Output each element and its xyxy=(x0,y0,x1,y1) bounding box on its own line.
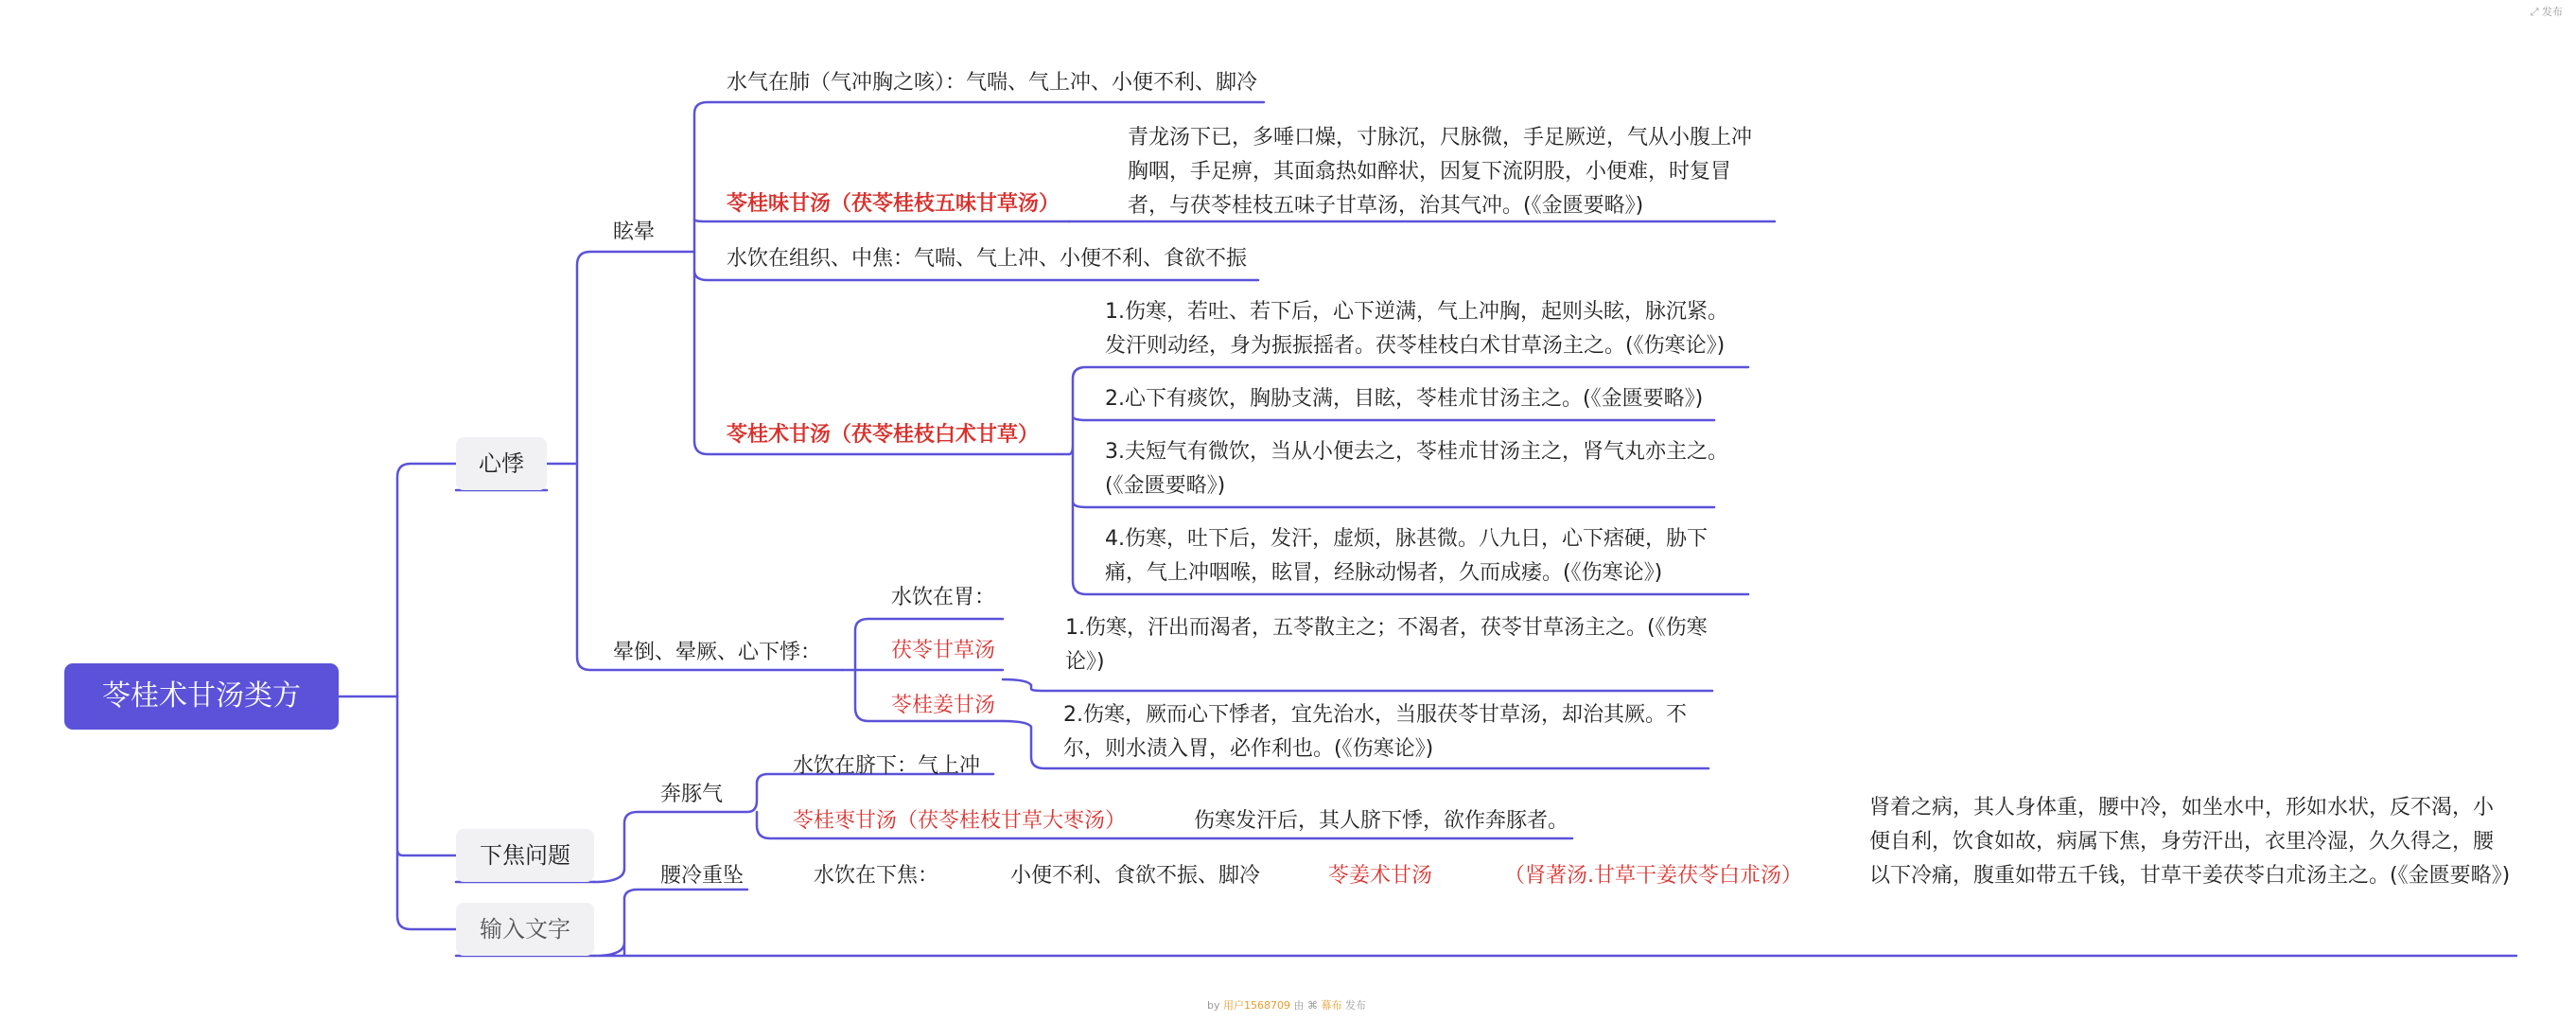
footer-by: by xyxy=(1207,999,1220,1012)
node-shuiqi-fei[interactable]: 水气在肺（气冲胸之咳）：气喘、气上冲、小便不利、脚冷 xyxy=(727,71,1258,95)
node-shuiyin-wei[interactable]: 水饮在胃： xyxy=(891,586,996,609)
footer-mid: 由 xyxy=(1293,999,1305,1012)
node-yundao[interactable]: 晕倒、晕厥、心下悸： xyxy=(613,641,822,664)
node-shuiyin-zhongjiao[interactable]: 水饮在组织、中焦：气喘、气上冲、小便不利、食欲不振 xyxy=(727,247,1248,271)
corner-publish-label: 发布 xyxy=(2542,6,2563,18)
node-yaoleng-symptoms[interactable]: 小便不利、食欲不振、脚冷 xyxy=(1010,864,1261,888)
note-lingguiwei[interactable]: 青龙汤下已，多唾口燥，寸脉沉，尺脉微，手足厥逆，气从小腹上冲胸咽，手足痹，其面翕热如醉状，因复下流阴股，小便难，时复冒者，与茯苓桂枝五味子甘草汤，治其气冲。(《金匮要略》) xyxy=(1128,126,1753,218)
node-yaoleng[interactable]: 腰冷重坠 xyxy=(660,864,745,888)
node-shuiyin-qi[interactable]: 水饮在脐下：气上冲 xyxy=(793,754,981,778)
note-lingguizhu-1[interactable]: 1.伤寒，若吐、若下后，心下逆满，气上冲胸，起则头眩，脉沉紧。发汗则动经，身为振振摇者。茯苓桂枝白术甘草汤主之。(《伤寒论》) xyxy=(1105,300,1728,358)
footer-tail: 发布 xyxy=(1345,999,1366,1012)
node-xiajiao[interactable]: 下焦问题 xyxy=(456,829,594,882)
note-shenzhuo[interactable]: 肾着之病，其人身体重，腰中冷，如坐水中，形如水状，反不渴，小便自利，饮食如故，病属下焦，身劳汗出，衣里冷湿，久久得之，腰以下冷痛，腹重如带五千钱，甘草干姜茯苓白朮汤主之。(《金匮要略》) xyxy=(1869,796,2511,888)
connector-yaoleng xyxy=(594,890,2516,956)
node-linggan[interactable]: 茯苓甘草汤 xyxy=(891,639,996,662)
root-node[interactable]: 苓桂术甘汤类方 xyxy=(64,663,339,730)
node-linggui-zao[interactable]: 苓桂枣甘汤（茯苓桂枝甘草大枣汤） xyxy=(793,809,1127,833)
note-lingguizhu-2[interactable]: 2.心下有痰饮，胸胁支满，目眩，苓桂朮甘汤主之。(《金匮要略》) xyxy=(1105,387,1704,411)
node-shuiyin-xiajiao[interactable]: 水饮在下焦： xyxy=(814,864,939,888)
connector-root-spine xyxy=(397,464,456,929)
note-lingguijiang[interactable]: 2.伤寒，厥而心下悸者，宜先治水，当服茯苓甘草汤，却治其厥。不尔，则水渍入胃，必作利也。(《伤寒论》) xyxy=(1063,703,1687,761)
node-lingguizhu[interactable]: 苓桂术甘汤（茯苓桂枝白术甘草） xyxy=(727,423,1040,447)
footer-credit xyxy=(1135,997,1438,1013)
footer-brand-link[interactable]: 幕布 xyxy=(1321,999,1342,1012)
note-lingguizhu-4[interactable]: 4.伤寒，吐下后，发汗，虚烦，脉甚微。八九日，心下痞硬，胁下痛，气上冲咽喉，眩冒，经脉动惕者，久而成痿。(《伤寒论》) xyxy=(1105,527,1708,585)
node-shenzhuo[interactable]: （肾著汤.甘草干姜茯苓白朮汤） xyxy=(1504,864,1802,888)
node-input-placeholder[interactable]: 输入文字 xyxy=(456,903,594,956)
note-linggui-zao[interactable]: 伤寒发汗后，其人脐下悸，欲作奔豚者。 xyxy=(1194,809,1569,833)
expand-icon: ⤢ xyxy=(2530,6,2539,18)
node-lingguiwei[interactable]: 苓桂味甘汤（茯苓桂枝五味甘草汤） xyxy=(727,192,1060,216)
note-lingguizhu-3[interactable]: 3.夫短气有微饮，当从小便去之，苓桂朮甘汤主之，肾气丸亦主之。(《金匮要略》) xyxy=(1105,440,1728,498)
node-xinji[interactable]: 心悸 xyxy=(456,437,547,490)
footer-user-link[interactable]: 用户1568709 xyxy=(1223,999,1290,1012)
node-lingguijiang[interactable]: 苓桂姜甘汤 xyxy=(891,694,996,717)
node-bentun[interactable]: 奔豚气 xyxy=(660,783,724,806)
node-lingjiang[interactable]: 苓姜术甘汤 xyxy=(1328,864,1433,888)
node-xuanyun[interactable]: 眩晕 xyxy=(613,220,656,244)
note-linggan[interactable]: 1.伤寒，汗出而渴者，五苓散主之；不渴者，茯苓甘草汤主之。(《伤寒论》) xyxy=(1065,616,1708,674)
mubu-logo-icon: ⌘ xyxy=(1307,999,1318,1012)
corner-publish[interactable] xyxy=(2531,4,2563,19)
